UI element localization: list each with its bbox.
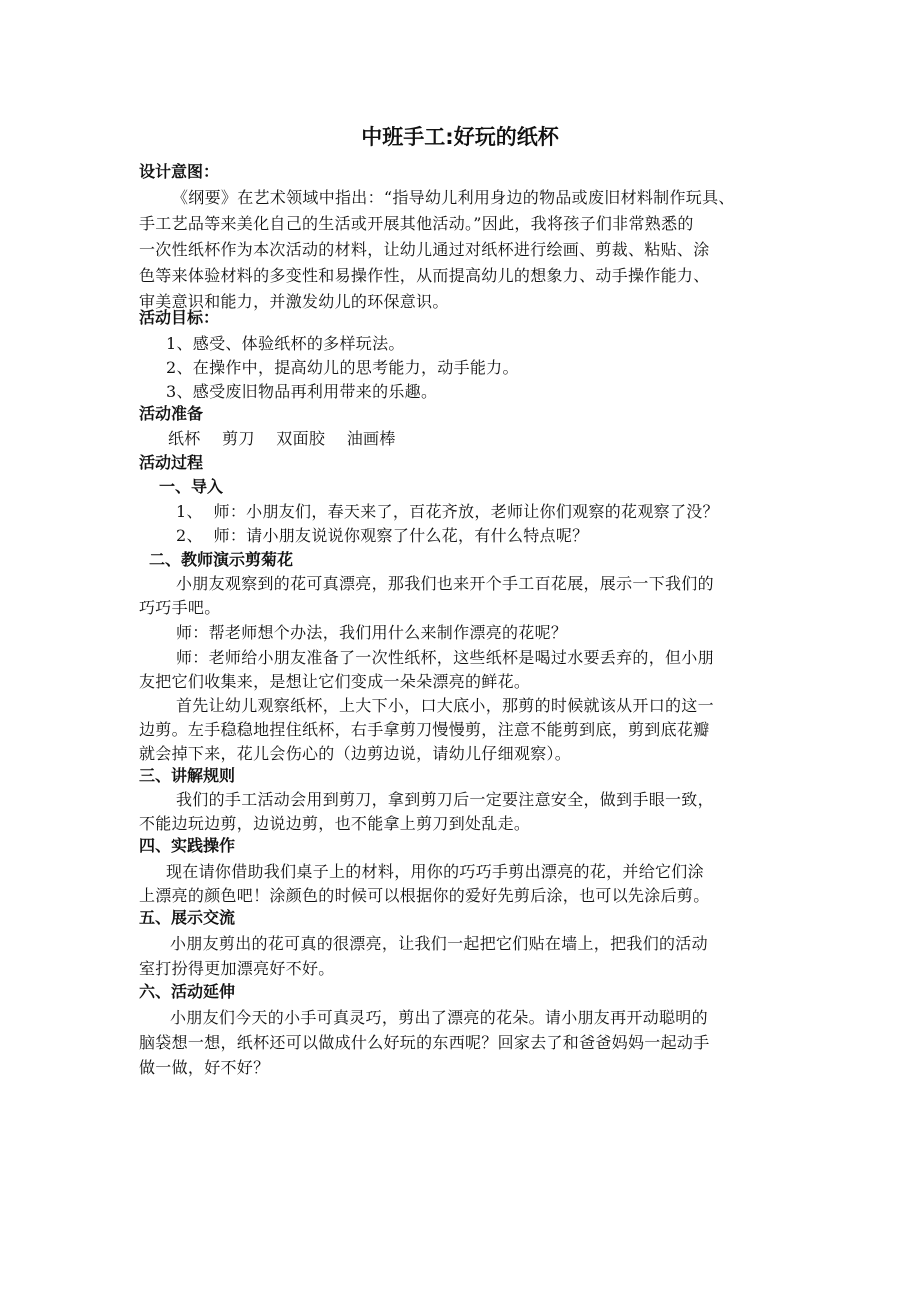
paragraph-line: 师：老师给小朋友准备了一次性纸杯，这些纸杯是喝过水要丢弃的，但小朋 (176, 648, 714, 667)
materials-list: 纸杯 剪刀 双面胶 油画棒 (168, 429, 396, 448)
page-title: 中班手工:好玩的纸杯 (361, 125, 559, 149)
paragraph-line: 《纲要》在艺术领域中指出：“指导幼儿利用身边的物品或废旧材料制作玩具、 (172, 188, 735, 207)
paragraph-line: 首先让幼儿观察纸杯，上大下小，口大底小，那剪的时候就该从开口的这一 (176, 696, 714, 715)
paragraph-line: 色等来体验材料的多变性和易操作性，从而提高幼儿的想象力、动手操作能力、 (139, 266, 710, 285)
paragraph-line: 脑袋想一想，纸杯还可以做成什么好玩的东西呢？回家去了和爸爸妈妈一起动手 (139, 1033, 710, 1052)
paragraph-line: 上漂亮的颜色吧！涂颜色的时候可以根据你的爱好先剪后涂，也可以先涂后剪。 (139, 886, 710, 905)
section-heading-process: 活动过程 (139, 453, 204, 472)
paragraph-line: 一次性纸杯作为本次活动的材料，让幼儿通过对纸杯进行绘画、剪裁、粘贴、涂 (139, 240, 710, 259)
goal-item: 3、感受废旧物品再利用带来的乐趣。 (166, 382, 438, 401)
subsection-heading-show: 五、展示交流 (139, 908, 236, 927)
paragraph-line: 友把它们收集来，是想让它们变成一朵朵漂亮的鲜花。 (139, 672, 531, 691)
goal-item: 1、感受、体验纸杯的多样玩法。 (166, 334, 405, 353)
paragraph-line: 师：帮老师想个办法，我们用什么来制作漂亮的花呢？ (176, 623, 568, 642)
paragraph-line: 巧巧手吧。 (139, 598, 221, 617)
paragraph-line: 审美意识和能力，并激发幼儿的环保意识。 (139, 292, 449, 311)
paragraph-line: 不能边玩边剪，边说边剪，也不能拿上剪刀到处乱走。 (139, 814, 531, 833)
subsection-heading-practice: 四、实践操作 (139, 836, 236, 855)
subsection-heading-intro: 一、导入 (159, 477, 224, 496)
paragraph-line: 小朋友们今天的小手可真灵巧，剪出了漂亮的花朵。请小朋友再开动聪明的 (170, 1008, 708, 1027)
paragraph-line: 边剪。左手稳稳地捏住纸杯，右手拿剪刀慢慢剪，注意不能剪到底，剪到底花瓣 (139, 720, 710, 739)
paragraph-line: 就会掉下来，花儿会伤心的（边剪边说，请幼儿仔细观察）。 (139, 744, 572, 763)
goal-item: 2、在操作中，提高幼儿的思考能力，动手能力。 (166, 358, 519, 377)
subsection-heading-extend: 六、活动延伸 (139, 982, 236, 1001)
subsection-heading-demo: 二、教师演示剪菊花 (149, 550, 294, 569)
paragraph-line: 手工艺品等来美化自己的生活或开展其他活动。”因此，我将孩子们非常熟悉的 (139, 214, 694, 233)
paragraph-line: 室打扮得更加漂亮好不好。 (139, 959, 335, 978)
paragraph-line: 小朋友观察到的花可真漂亮，那我们也来开个手工百花展，展示一下我们的 (176, 574, 714, 593)
paragraph-line: 我们的手工活动会用到剪刀，拿到剪刀后一定要注意安全，做到手眼一致， (176, 790, 714, 809)
section-heading-design: 设计意图： (139, 162, 220, 181)
intro-item: 1、 师：小朋友们，春天来了，百花齐放，老师让你们观察的花观察了没？ (176, 502, 719, 521)
section-heading-prep: 活动准备 (139, 404, 204, 423)
paragraph-line: 小朋友剪出的花可真的很漂亮，让我们一起把它们贴在墙上，把我们的活动 (170, 934, 708, 953)
paragraph-line: 现在请你借助我们桌子上的材料，用你的巧巧手剪出漂亮的花，并给它们涂 (166, 862, 704, 881)
paragraph-line: 做一做，好不好？ (139, 1058, 270, 1077)
subsection-heading-rules: 三、讲解规则 (139, 766, 236, 785)
section-heading-goals: 活动目标： (139, 308, 220, 327)
intro-item: 2、 师：请小朋友说说你观察了什么花，有什么特点呢？ (176, 526, 589, 545)
